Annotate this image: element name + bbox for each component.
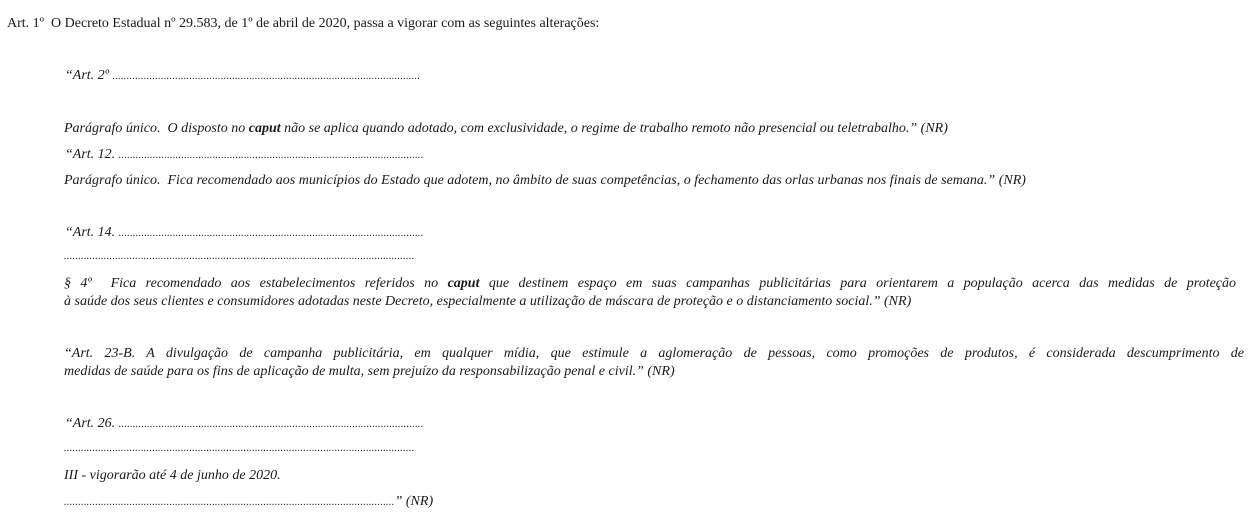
art-12-heading-line <box>65 146 424 165</box>
art-2-paragraph-bold: caput <box>248 121 281 136</box>
art-14-para-bold: caput <box>447 276 480 291</box>
art-2-heading-line <box>65 67 420 86</box>
art-26-dots-line-2 <box>64 440 415 458</box>
art-2-paragraph-before: O disposto no <box>167 121 246 136</box>
art-26-item-text: III - vigorarão até 4 de junho de 2020. <box>64 468 281 483</box>
art-26-dots-1: ........................................................................................................... <box>118 419 424 430</box>
art-14-dots-1: ........................................................................................................... <box>118 228 424 239</box>
art-14-dots-line-2 <box>64 248 415 266</box>
article-1-line <box>7 15 599 33</box>
art-2-paragraph-label: Parágrafo único. <box>64 121 161 136</box>
art-26-dots-2: ........................................................................................................................... <box>64 443 415 454</box>
art-14-para-line-2 <box>64 293 911 311</box>
art-26-closing-dots: .................................................................................................................... <box>64 497 395 508</box>
art-23b-text-1: “Art. 23-B. A divulgação de campanha publicitária, em qualquer mídia, que estimule a aglomeração de pessoas, como promoções de produtos, é considerada descumprimento de <box>64 346 1244 361</box>
art-23b-text-2: medidas de saúde para os fins de aplicação de multa, sem prejuízo da responsabilização penal e civil.” (NR) <box>64 364 675 379</box>
art-12-dots: ........................................................................................................... <box>118 150 424 161</box>
art-14-dots-2: ........................................................................................................................... <box>64 251 415 262</box>
art-26-closing-text: ” (NR) <box>394 494 434 509</box>
art-26-heading: “Art. 26. <box>65 416 116 431</box>
art-2-heading: “Art. 2º <box>65 68 110 83</box>
art-23b-line-1 <box>64 345 1244 363</box>
art-2-paragraph <box>64 120 948 138</box>
art-12-paragraph-text: Fica recomendado aos municípios do Estado que adotem, no âmbito de suas competências, o fechamento das orlas urbanas nos finais de semana.” (NR) <box>167 173 1026 188</box>
art-14-para-line-1 <box>64 275 1236 293</box>
article-1-label: Art. 1º <box>7 16 45 31</box>
art-2-dots: ............................................................................................................ <box>112 71 421 82</box>
art-26-item-iii <box>64 467 281 485</box>
art-14-heading-line <box>65 224 424 243</box>
art-12-paragraph <box>64 172 1026 190</box>
article-1-text: O Decreto Estadual nº 29.583, de 1º de abril de 2020, passa a vigorar com as seguintes alterações: <box>51 16 600 31</box>
art-14-para-line-2-text: à saúde dos seus clientes e consumidores adotadas neste Decreto, especialmente a utilização de máscara de proteção e o distanciamento social.” (NR) <box>64 294 912 309</box>
art-2-paragraph-after: não se aplica quando adotado, com exclusividade, o regime de trabalho remoto não presencial ou teletrabalho.” (NR) <box>284 121 948 136</box>
art-14-para-after: que destinem espaço em suas campanhas publicitárias para orientarem a população acerca das medidas de proteção <box>488 276 1237 291</box>
art-14-para-label: § 4º <box>64 276 92 291</box>
art-14-heading: “Art. 14. <box>65 225 116 240</box>
art-12-heading: “Art. 12. <box>65 147 116 162</box>
art-14-para-before: Fica recomendado aos estabelecimentos referidos no <box>110 276 439 291</box>
art-23b-line-2 <box>64 363 675 381</box>
art-12-paragraph-label: Parágrafo único. <box>64 173 161 188</box>
art-26-closing-line <box>64 493 433 512</box>
art-26-heading-line <box>65 415 424 434</box>
